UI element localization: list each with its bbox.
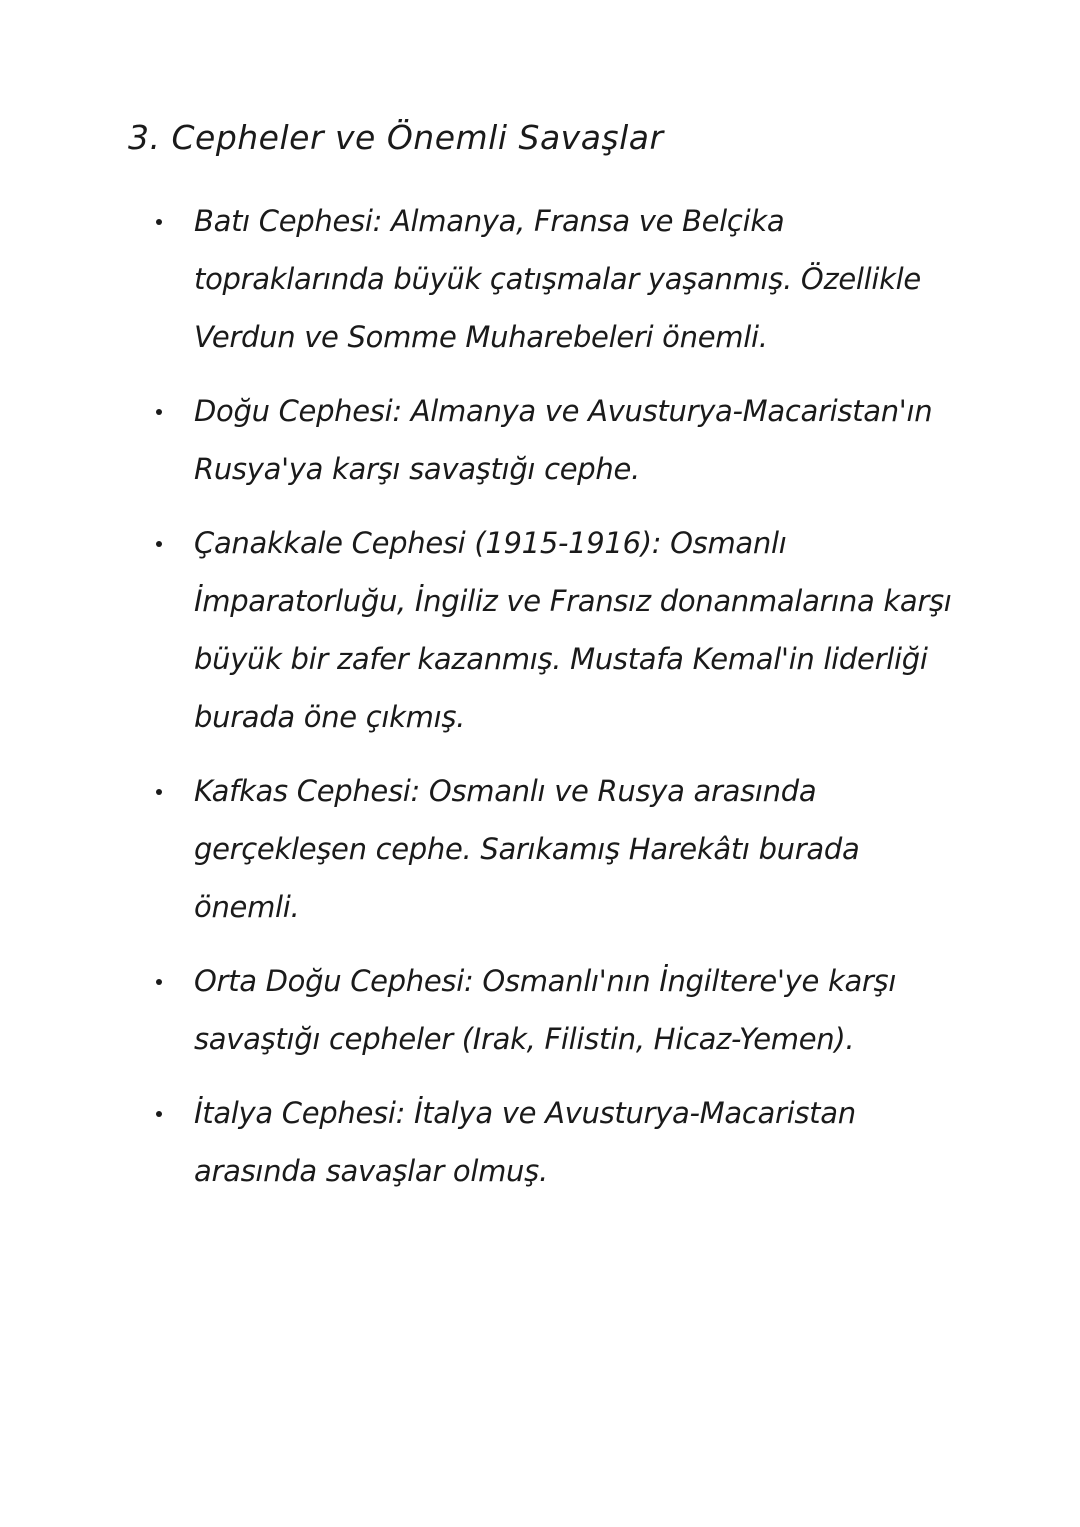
list-item-text: Orta Doğu Cephesi: Osmanlı'nın İngiltere'ye karşı savaştığı cepheler (Irak, Filistin, Hicaz-Yemen).: [194, 964, 897, 1056]
bullet-icon: [156, 979, 162, 985]
list-item-text: İtalya Cephesi: İtalya ve Avusturya-Macaristan arasında savaşlar olmuş.: [194, 1096, 856, 1188]
fronts-list: [150, 192, 960, 1216]
bullet-icon: [156, 541, 162, 547]
list-item-text: Çanakkale Cephesi (1915-1916): Osmanlı İmparatorluğu, İngiliz ve Fransız donanmalarına karşı büyük bir zafer kazanmış. Mustafa Kemal'in liderliği burada öne çıkmış.: [194, 526, 952, 734]
bullet-icon: [156, 1111, 162, 1117]
list-item: [150, 762, 960, 936]
list-item-text: Kafkas Cephesi: Osmanlı ve Rusya arasında gerçekleşen cephe. Sarıkamış Harekâtı burada önemli.: [194, 774, 860, 924]
list-item-text: Batı Cephesi: Almanya, Fransa ve Belçika topraklarında büyük çatışmalar yaşanmış. Özellikle Verdun ve Somme Muharebeleri önemli.: [194, 204, 921, 354]
section-heading: 3. Cepheler ve Önemli Savaşlar: [128, 118, 664, 157]
list-item: [150, 382, 960, 498]
list-item: [150, 1084, 960, 1200]
list-item-text: Doğu Cephesi: Almanya ve Avusturya-Macaristan'ın Rusya'ya karşı savaştığı cephe.: [194, 394, 933, 486]
bullet-icon: [156, 789, 162, 795]
list-item: [150, 192, 960, 366]
list-item: [150, 514, 960, 746]
bullet-icon: [156, 219, 162, 225]
bullet-icon: [156, 409, 162, 415]
list-item: [150, 952, 960, 1068]
